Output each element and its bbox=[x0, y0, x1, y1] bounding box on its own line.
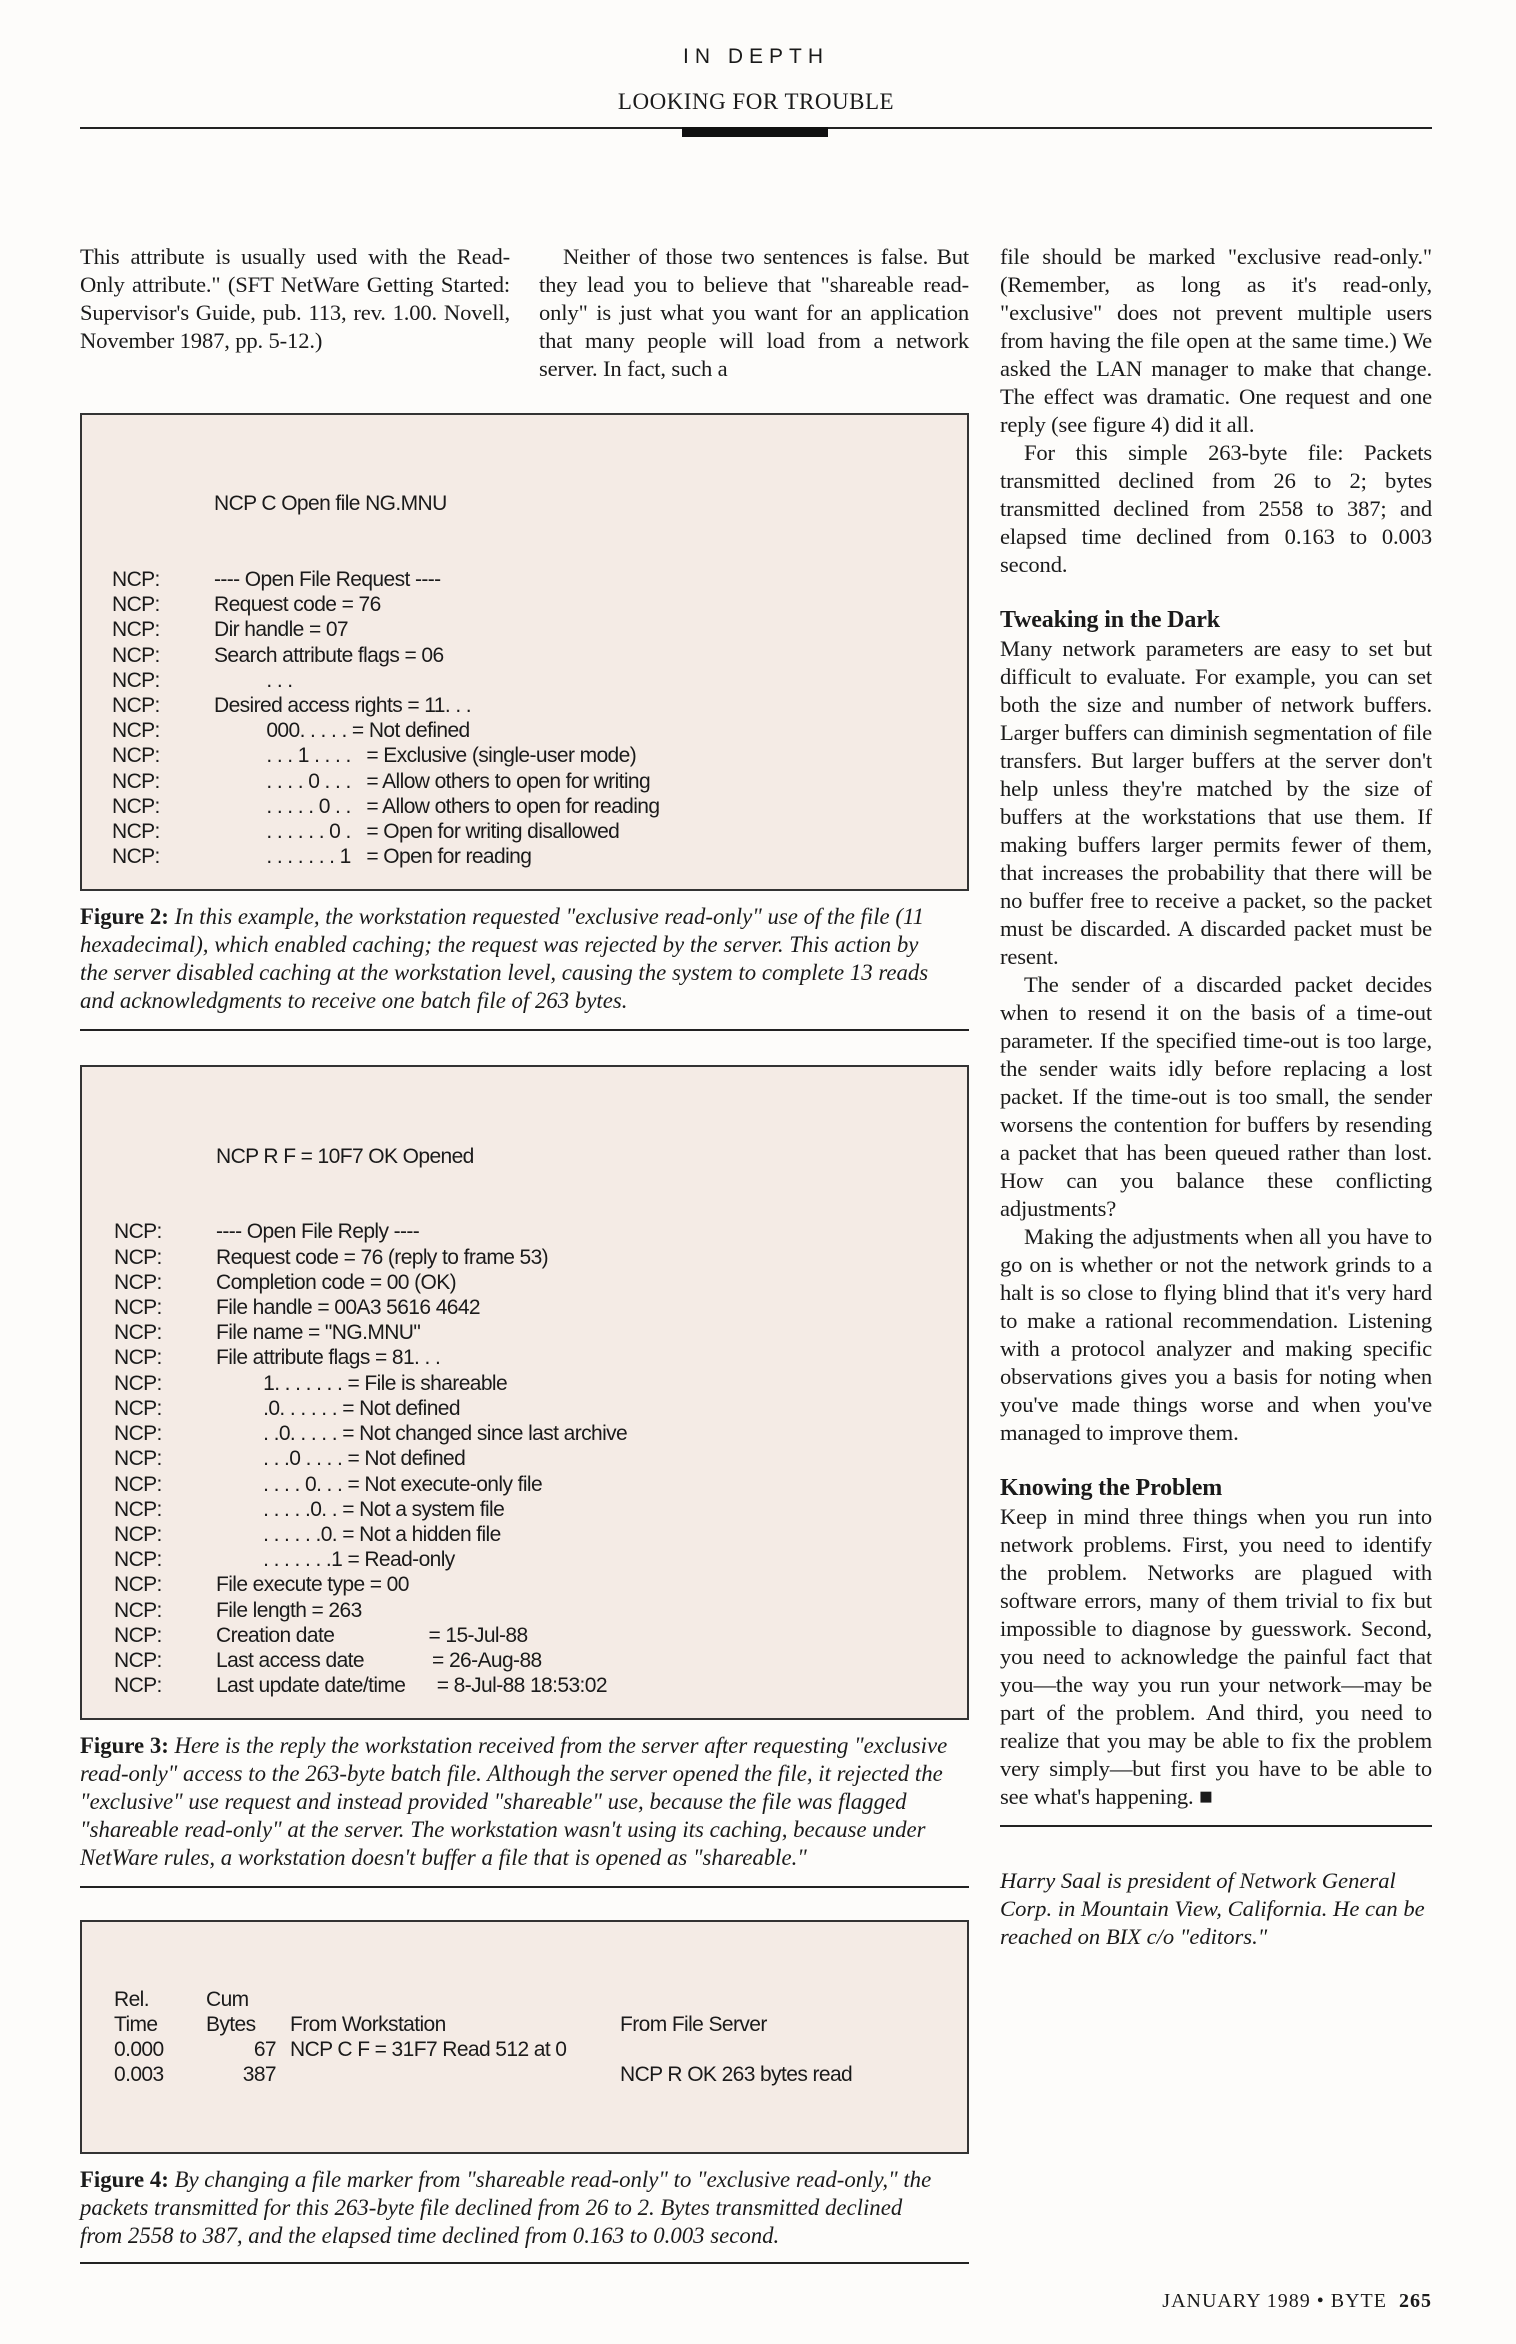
line-label: NCP: bbox=[114, 1396, 162, 1420]
author-bio: Harry Saal is president of Network General Corp. in Mountain View, California. He can be reached on BIX c/o "editors." bbox=[1000, 1868, 1425, 1949]
caption-label: Figure 2: bbox=[80, 904, 169, 930]
line-text: . . . . . . 0 . = Open for writing disallowed bbox=[214, 820, 620, 844]
listing-line bbox=[114, 1623, 967, 1648]
line-text: . . .0 . . . . = Not defined bbox=[216, 1447, 466, 1471]
listing-line bbox=[114, 1472, 967, 1497]
figure-3-caption bbox=[80, 1732, 950, 1872]
cell: 387 bbox=[242, 2063, 276, 2087]
listing-line bbox=[112, 693, 967, 718]
page-footer bbox=[80, 2264, 1432, 2314]
figure-2-caption bbox=[80, 903, 950, 1015]
line-label: NCP: bbox=[114, 1371, 162, 1395]
figure-4-caption bbox=[80, 2166, 950, 2250]
line-text: File handle = 00A3 5616 4642 bbox=[216, 1296, 481, 1320]
listing-line bbox=[112, 718, 967, 743]
header-from-workstation bbox=[290, 1987, 606, 2037]
line-label: NCP: bbox=[112, 618, 160, 642]
caption-text: Here is the reply the workstation received from the server after requesting "exclusive read-only" access to the 263-byte batch file. Although the server opened the file, it rejected the "exclusive" use request and instead provided "shareable" use, because the file was flagged "shareable read-only" at the server. The workstation wasn't using its caching, because under NetWare rules, a workstation doesn't buffer a file that is opened as "shareable." bbox=[80, 1733, 948, 1871]
listing-line bbox=[112, 668, 967, 693]
line-text: Last update date/time = 8-Jul-88 18:53:02 bbox=[216, 1674, 607, 1698]
line-label: NCP: bbox=[112, 744, 160, 768]
line-label: NCP: bbox=[114, 1497, 162, 1521]
rule bbox=[80, 1029, 969, 1031]
line-text: ---- Open File Request ---- bbox=[214, 568, 441, 592]
line-text: . . . 1 . . . . = Exclusive (single-user mode) bbox=[214, 744, 637, 768]
caption-text: In this example, the workstation requested "exclusive read-only" use of the file (11 hexadecimal), which enabled caching; the request was rejected by the server. This action by the server disabled caching at the workstation level, causing the system to complete 13 reads and acknowledgments to receive one batch file of 263 bytes. bbox=[80, 904, 929, 1014]
listing-title: NCP C Open file NG.MNU bbox=[214, 492, 447, 516]
line-text: . . . . .0. . = Not a system file bbox=[216, 1497, 505, 1521]
paragraph: file should be marked "exclusive read-only." (Remember, as long as it's read-only, "exclusive" does not prevent multiple users from having the file open at the same time.) We asked the LAN manager to make that change. The effect was dramatic. One request and one reply (see figure 4) did it all. bbox=[1000, 244, 1432, 437]
listing-line bbox=[114, 1421, 967, 1446]
listing-line bbox=[114, 1547, 967, 1572]
line-label: NCP: bbox=[114, 1598, 162, 1622]
line-label: NCP: bbox=[114, 1472, 162, 1496]
line-text: . . . bbox=[214, 668, 293, 692]
header-bar bbox=[682, 127, 828, 137]
column-2 bbox=[539, 243, 969, 383]
line-label: NCP: bbox=[112, 643, 160, 667]
col2-paragraph: Neither of those two sentences is false. But they lead you to believe that "shareable read-only" is just what you want for an application that many people will load from a network server. In fact, such a bbox=[539, 244, 969, 381]
line-text: Last access date = 26-Aug-88 bbox=[216, 1648, 542, 1672]
line-label: NCP: bbox=[112, 593, 160, 617]
line-text: .0. . . . . . = Not defined bbox=[216, 1396, 460, 1420]
line-text: . . . . . .0. = Not a hidden file bbox=[216, 1522, 501, 1546]
line-text: ---- Open File Reply ---- bbox=[216, 1220, 420, 1244]
header-line: From Workstation bbox=[290, 2012, 446, 2036]
line-label: NCP: bbox=[112, 794, 160, 818]
line-text: . . . . . . . 1 = Open for reading bbox=[214, 845, 532, 869]
listing-line bbox=[114, 1245, 967, 1270]
line-text: . . . . . 0 . . = Allow others to open for reading bbox=[214, 794, 660, 818]
col1-paragraph: This attribute is usually used with the Read-Only attribute." (SFT NetWare Getting Started: Supervisor's Guide, pub. 113, rev. 1.00. Novell, November 1987, pp. 5-12.) bbox=[80, 244, 510, 353]
caption-text: By changing a file marker from "shareable read-only" to "exclusive read-only," the packets transmitted for this 263-byte file declined from 26 to 2. Bytes transmitted declined from 2558 to 387, and the elapsed time declined from 0.163 to 0.003 second. bbox=[80, 2166, 932, 2248]
cell bbox=[290, 2062, 606, 2087]
header-line: From File Server bbox=[620, 2012, 767, 2036]
line-label: NCP: bbox=[114, 1548, 162, 1572]
right-area bbox=[1000, 243, 1432, 1951]
listing-line bbox=[114, 1522, 967, 1547]
line-text: File attribute flags = 81. . . bbox=[216, 1346, 441, 1370]
line-text: . . . . . . .1 = Read-only bbox=[216, 1548, 455, 1572]
listing-line bbox=[114, 1446, 967, 1471]
header-rel-time bbox=[114, 1987, 192, 2037]
line-text: File execute type = 00 bbox=[216, 1573, 409, 1597]
listing-line bbox=[112, 643, 967, 668]
cell: 0.000 bbox=[114, 2038, 164, 2062]
line-label: NCP: bbox=[114, 1270, 162, 1294]
header-line: Bytes bbox=[206, 2012, 256, 2036]
page-number: 265 bbox=[1399, 2289, 1432, 2312]
listing-line bbox=[112, 769, 967, 794]
listing-line bbox=[114, 1598, 967, 1623]
caption-label: Figure 3: bbox=[80, 1733, 169, 1759]
subheading: Tweaking in the Dark bbox=[1000, 607, 1220, 633]
listing-line bbox=[112, 592, 967, 617]
figure-4-grid bbox=[114, 1987, 967, 2088]
line-label: NCP: bbox=[114, 1648, 162, 1672]
figure-2-listing bbox=[80, 413, 969, 891]
listing-line bbox=[112, 844, 967, 869]
paragraph: The sender of a discarded packet decides when to resend it on the basis of a time-out parameter. If the specified time-out is too large, the sender waits idly before replacing a lost packet. If the time-out is too small, the sender worsens the contention for buffers by resending a packet that has been queued rather than lost. How can you balance these conflicting adjustments? bbox=[1000, 972, 1432, 1221]
header-cum-bytes bbox=[206, 1987, 276, 2037]
listing-line bbox=[112, 794, 967, 819]
line-label: NCP: bbox=[112, 845, 160, 869]
header-rule bbox=[80, 127, 1432, 129]
section-kicker: IN DEPTH bbox=[682, 45, 829, 68]
line-label: NCP: bbox=[112, 719, 160, 743]
listing-line bbox=[112, 617, 967, 642]
listing-line bbox=[114, 1295, 967, 1320]
header-line: Cum bbox=[206, 1987, 249, 2011]
line-text: Creation date = 15-Jul-88 bbox=[216, 1623, 528, 1647]
bio-rule bbox=[1000, 1825, 1432, 1827]
left-area bbox=[80, 243, 969, 2264]
line-label: NCP: bbox=[114, 1522, 162, 1546]
intro-columns bbox=[80, 243, 969, 383]
header-from-file-server bbox=[620, 1987, 967, 2037]
header-line: Rel. bbox=[114, 1987, 149, 2011]
listing-line bbox=[112, 819, 967, 844]
cell: NCP R OK 263 bytes read bbox=[620, 2063, 853, 2087]
column-1 bbox=[80, 243, 510, 383]
column-3 bbox=[1000, 243, 1432, 1811]
line-label: NCP: bbox=[114, 1296, 162, 1320]
line-label: NCP: bbox=[112, 568, 160, 592]
line-label: NCP: bbox=[114, 1447, 162, 1471]
line-text: . . . . 0 . . . = Allow others to open for writing bbox=[214, 769, 651, 793]
line-text: File name = "NG.MNU" bbox=[216, 1321, 421, 1345]
line-label: NCP: bbox=[114, 1220, 162, 1244]
footer-issue: JANUARY 1989 • BYTE bbox=[1162, 2289, 1387, 2312]
listing-line bbox=[114, 1270, 967, 1295]
paragraph: For this simple 263-byte file: Packets transmitted declined from 26 to 2; bytes transmitted declined from 2558 to 387; and elapsed time declined from 0.163 to 0.003 second. bbox=[1000, 440, 1432, 577]
main-content bbox=[80, 243, 1432, 2264]
line-text: . . . . 0. . . = Not execute-only file bbox=[216, 1472, 543, 1496]
cell bbox=[620, 2037, 967, 2062]
line-text: Search attribute flags = 06 bbox=[214, 643, 444, 667]
paragraph: Many network parameters are easy to set but difficult to evaluate. For example, you can set both the size and number of network buffers. Larger buffers can diminish segmentation of file transfers. But larger buffers at the server don't help unless they're matched by the size of buffers at the workstations that use them. If making buffers larger permits fewer of them, that increases the probability that there will be no buffer free to receive a packet, so the packet must be discarded. A discarded packet must be resent. bbox=[1000, 636, 1432, 969]
line-text: 000. . . . . = Not defined bbox=[214, 719, 470, 743]
line-label: NCP: bbox=[112, 694, 160, 718]
line-label: NCP: bbox=[114, 1422, 162, 1446]
line-label: NCP: bbox=[112, 769, 160, 793]
listing-line bbox=[114, 1320, 967, 1345]
listing-line bbox=[114, 1648, 967, 1673]
header-line: Time bbox=[114, 2012, 158, 2036]
line-label: NCP: bbox=[114, 1321, 162, 1345]
paragraph: Making the adjustments when all you have to go on is whether or not the network grinds to a halt is so close to flying blind that it's very hard to make a rational recommendation. Listening with a protocol analyzer and making specific observations gives you a basis for noting when you've made things worse and when you've managed to improve them. bbox=[1000, 1224, 1432, 1445]
subheading: Knowing the Problem bbox=[1000, 1475, 1223, 1501]
cell: 67 bbox=[253, 2038, 276, 2062]
listing-line bbox=[112, 567, 967, 592]
cell: 0.003 bbox=[114, 2063, 164, 2087]
line-text: Completion code = 00 (OK) bbox=[216, 1270, 457, 1294]
line-text: File length = 263 bbox=[216, 1598, 362, 1622]
line-label: NCP: bbox=[112, 668, 160, 692]
line-text: Request code = 76 (reply to frame 53) bbox=[216, 1245, 549, 1269]
line-text: Desired access rights = 11. . . bbox=[214, 694, 472, 718]
line-label: NCP: bbox=[114, 1623, 162, 1647]
listing-line bbox=[114, 1396, 967, 1421]
listing-line bbox=[114, 1345, 967, 1370]
line-text: . .0. . . . . = Not changed since last archive bbox=[216, 1422, 628, 1446]
listing-line bbox=[114, 1572, 967, 1597]
listing-line bbox=[114, 1673, 967, 1698]
line-label: NCP: bbox=[114, 1346, 162, 1370]
listing-line bbox=[112, 743, 967, 768]
figure-3-listing bbox=[80, 1065, 969, 1720]
line-text: Dir handle = 07 bbox=[214, 618, 349, 642]
section-title: LOOKING FOR TROUBLE bbox=[617, 89, 895, 114]
cell: NCP C F = 31F7 Read 512 at 0 bbox=[290, 2038, 567, 2062]
listing-line bbox=[114, 1371, 967, 1396]
line-label: NCP: bbox=[114, 1245, 162, 1269]
listing-line bbox=[114, 1219, 967, 1244]
listing-title: NCP R F = 10F7 OK Opened bbox=[216, 1144, 474, 1168]
caption-label: Figure 4: bbox=[80, 2166, 169, 2192]
line-label: NCP: bbox=[114, 1573, 162, 1597]
rule bbox=[80, 1886, 969, 1888]
line-text: 1. . . . . . . = File is shareable bbox=[216, 1371, 508, 1395]
figure-4-table bbox=[80, 1920, 969, 2154]
line-label: NCP: bbox=[114, 1674, 162, 1698]
line-label: NCP: bbox=[112, 820, 160, 844]
paragraph: Keep in mind three things when you run into network problems. First, you need to identify the problem. Networks are plagued with software errors, many of them trivial to fix but impossible to diagnose by guesswork. Second, you need to acknowledge the painful fact that you—the way you run your network—may be part of the problem. And third, you need to realize that you may be able to fix the problem very simply—but first you have to be able to see what's happening. ■ bbox=[1000, 1504, 1432, 1809]
listing-line bbox=[114, 1497, 967, 1522]
line-text: Request code = 76 bbox=[214, 593, 381, 617]
